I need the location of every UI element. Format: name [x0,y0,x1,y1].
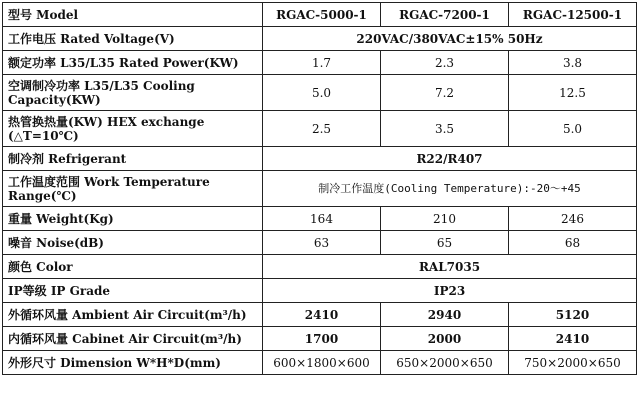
table-row-color [3,255,637,279]
row-label: 外形尺寸 Dimension W*H*D(mm) [3,351,263,375]
table-row-dimension [3,351,637,375]
table-row-weight [3,207,637,231]
row-merged-value: 220VAC/380VAC±15% 50Hz [263,27,637,51]
row-label: 热管换热量(KW) HEX exchange (△T=10℃) [3,111,263,147]
table-row-ambient-air [3,303,637,327]
row-value: 2940 [381,303,509,327]
row-label: 工作电压 Rated Voltage(V) [3,27,263,51]
table-row-cabinet-air [3,327,637,351]
row-label: 颜色 Color [3,255,263,279]
row-value: 750×2000×650 [509,351,637,375]
row-value: 210 [381,207,509,231]
row-value: 65 [381,231,509,255]
row-value: 5.0 [263,75,381,111]
row-value: 3.8 [509,51,637,75]
model-name-3: RGAC-12500-1 [509,3,637,27]
row-label: 内循环风量 Cabinet Air Circuit(m³/h) [3,327,263,351]
table-row-rated-power [3,51,637,75]
row-value: 12.5 [509,75,637,111]
row-value: 3.5 [381,111,509,147]
table-row-ip-grade [3,279,637,303]
model-name-2: RGAC-7200-1 [381,3,509,27]
row-value: 164 [263,207,381,231]
table-row-work-temperature [3,171,637,207]
row-value: 650×2000×650 [381,351,509,375]
row-value: 2.3 [381,51,509,75]
row-value: 600×1800×600 [263,351,381,375]
table-row-hex-exchange [3,111,637,147]
row-value: 63 [263,231,381,255]
row-label: 工作温度范围 Work Temperature Range(℃) [3,171,263,207]
table-row-cooling-capacity [3,75,637,111]
table-row-rated-voltage [3,27,637,51]
row-label: 外循环风量 Ambient Air Circuit(m³/h) [3,303,263,327]
row-label: 额定功率 L35/L35 Rated Power(KW) [3,51,263,75]
row-label: 重量 Weight(Kg) [3,207,263,231]
row-value: 68 [509,231,637,255]
row-merged-value: 制冷工作温度(Cooling Temperature):-20～+45 [263,171,637,207]
row-value: 5.0 [509,111,637,147]
row-value: 5120 [509,303,637,327]
row-merged-value: R22/R407 [263,147,637,171]
row-label: IP等级 IP Grade [3,279,263,303]
row-value: 2410 [263,303,381,327]
table-row-refrigerant [3,147,637,171]
table-header-row [3,3,637,27]
model-header-label: 型号 Model [3,3,263,27]
row-label: 空调制冷功率 L35/L35 Cooling Capacity(KW) [3,75,263,111]
spec-table [2,2,637,375]
row-value: 2000 [381,327,509,351]
row-value: 2.5 [263,111,381,147]
row-merged-value: RAL7035 [263,255,637,279]
model-name-1: RGAC-5000-1 [263,3,381,27]
row-label: 噪音 Noise(dB) [3,231,263,255]
table-row-noise [3,231,637,255]
row-merged-value: IP23 [263,279,637,303]
row-value: 1.7 [263,51,381,75]
row-value: 246 [509,207,637,231]
row-value: 2410 [509,327,637,351]
row-value: 7.2 [381,75,509,111]
row-label: 制冷剂 Refrigerant [3,147,263,171]
spec-table-container [2,2,637,375]
row-value: 1700 [263,327,381,351]
